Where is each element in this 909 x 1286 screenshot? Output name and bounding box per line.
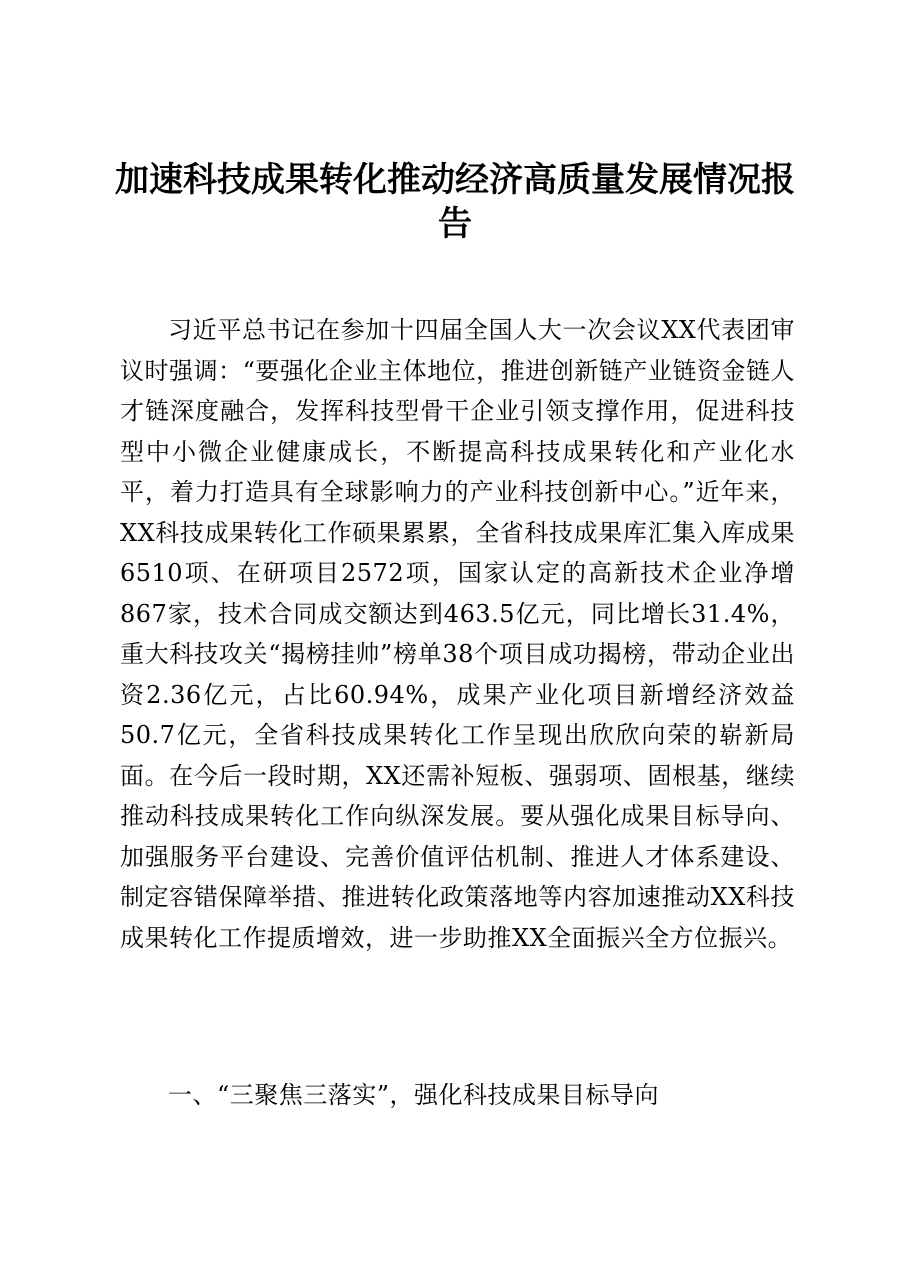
document-body (120, 310, 795, 958)
document-title: 加速科技成果转化推动经济高质量发展情况报告 (115, 160, 795, 244)
section-heading-1: 一、“三聚焦三落实”，强化科技成果目标导向 (168, 1081, 660, 1109)
intro-paragraph: 习近平总书记在参加十四届全国人大一次会议XX代表团审议时强调：“要强化企业主体地位，推进创新链产业链资金链人才链深度融合，发挥科技型骨干企业引领支撑作用，促进科技型中小微企业健康成长，不断提高科技成果转化和产业化水平，着力打造具有全球影响力的产业科技创新中心。”近年来，XX科技成果转化工作硕果累累，全省科技成果库汇集入库成果6510项、在研项目2572项，国家认定的高新技术企业净增867家，技术合同成交额达到463.5亿元，同比增长31.4%，重大科技攻关“揭榜挂帅”榜单38个项目成功揭榜，带动企业出资2.36亿元，占比60.94%，成果产业化项目新增经济效益50.7亿元，全省科技成果转化工作呈现出欣欣向荣的崭新局面。在今后一段时期，XX还需补短板、强弱项、固根基，继续推动科技成果转化工作向纵深发展。要从强化成果目标导向、加强服务平台建设、完善价值评估机制、推进人才体系建设、制定容错保障举措、推进转化政策落地等内容加速推动XX科技成果转化工作提质增效，进一步助推XX全面振兴全方位振兴。 (120, 316, 795, 952)
